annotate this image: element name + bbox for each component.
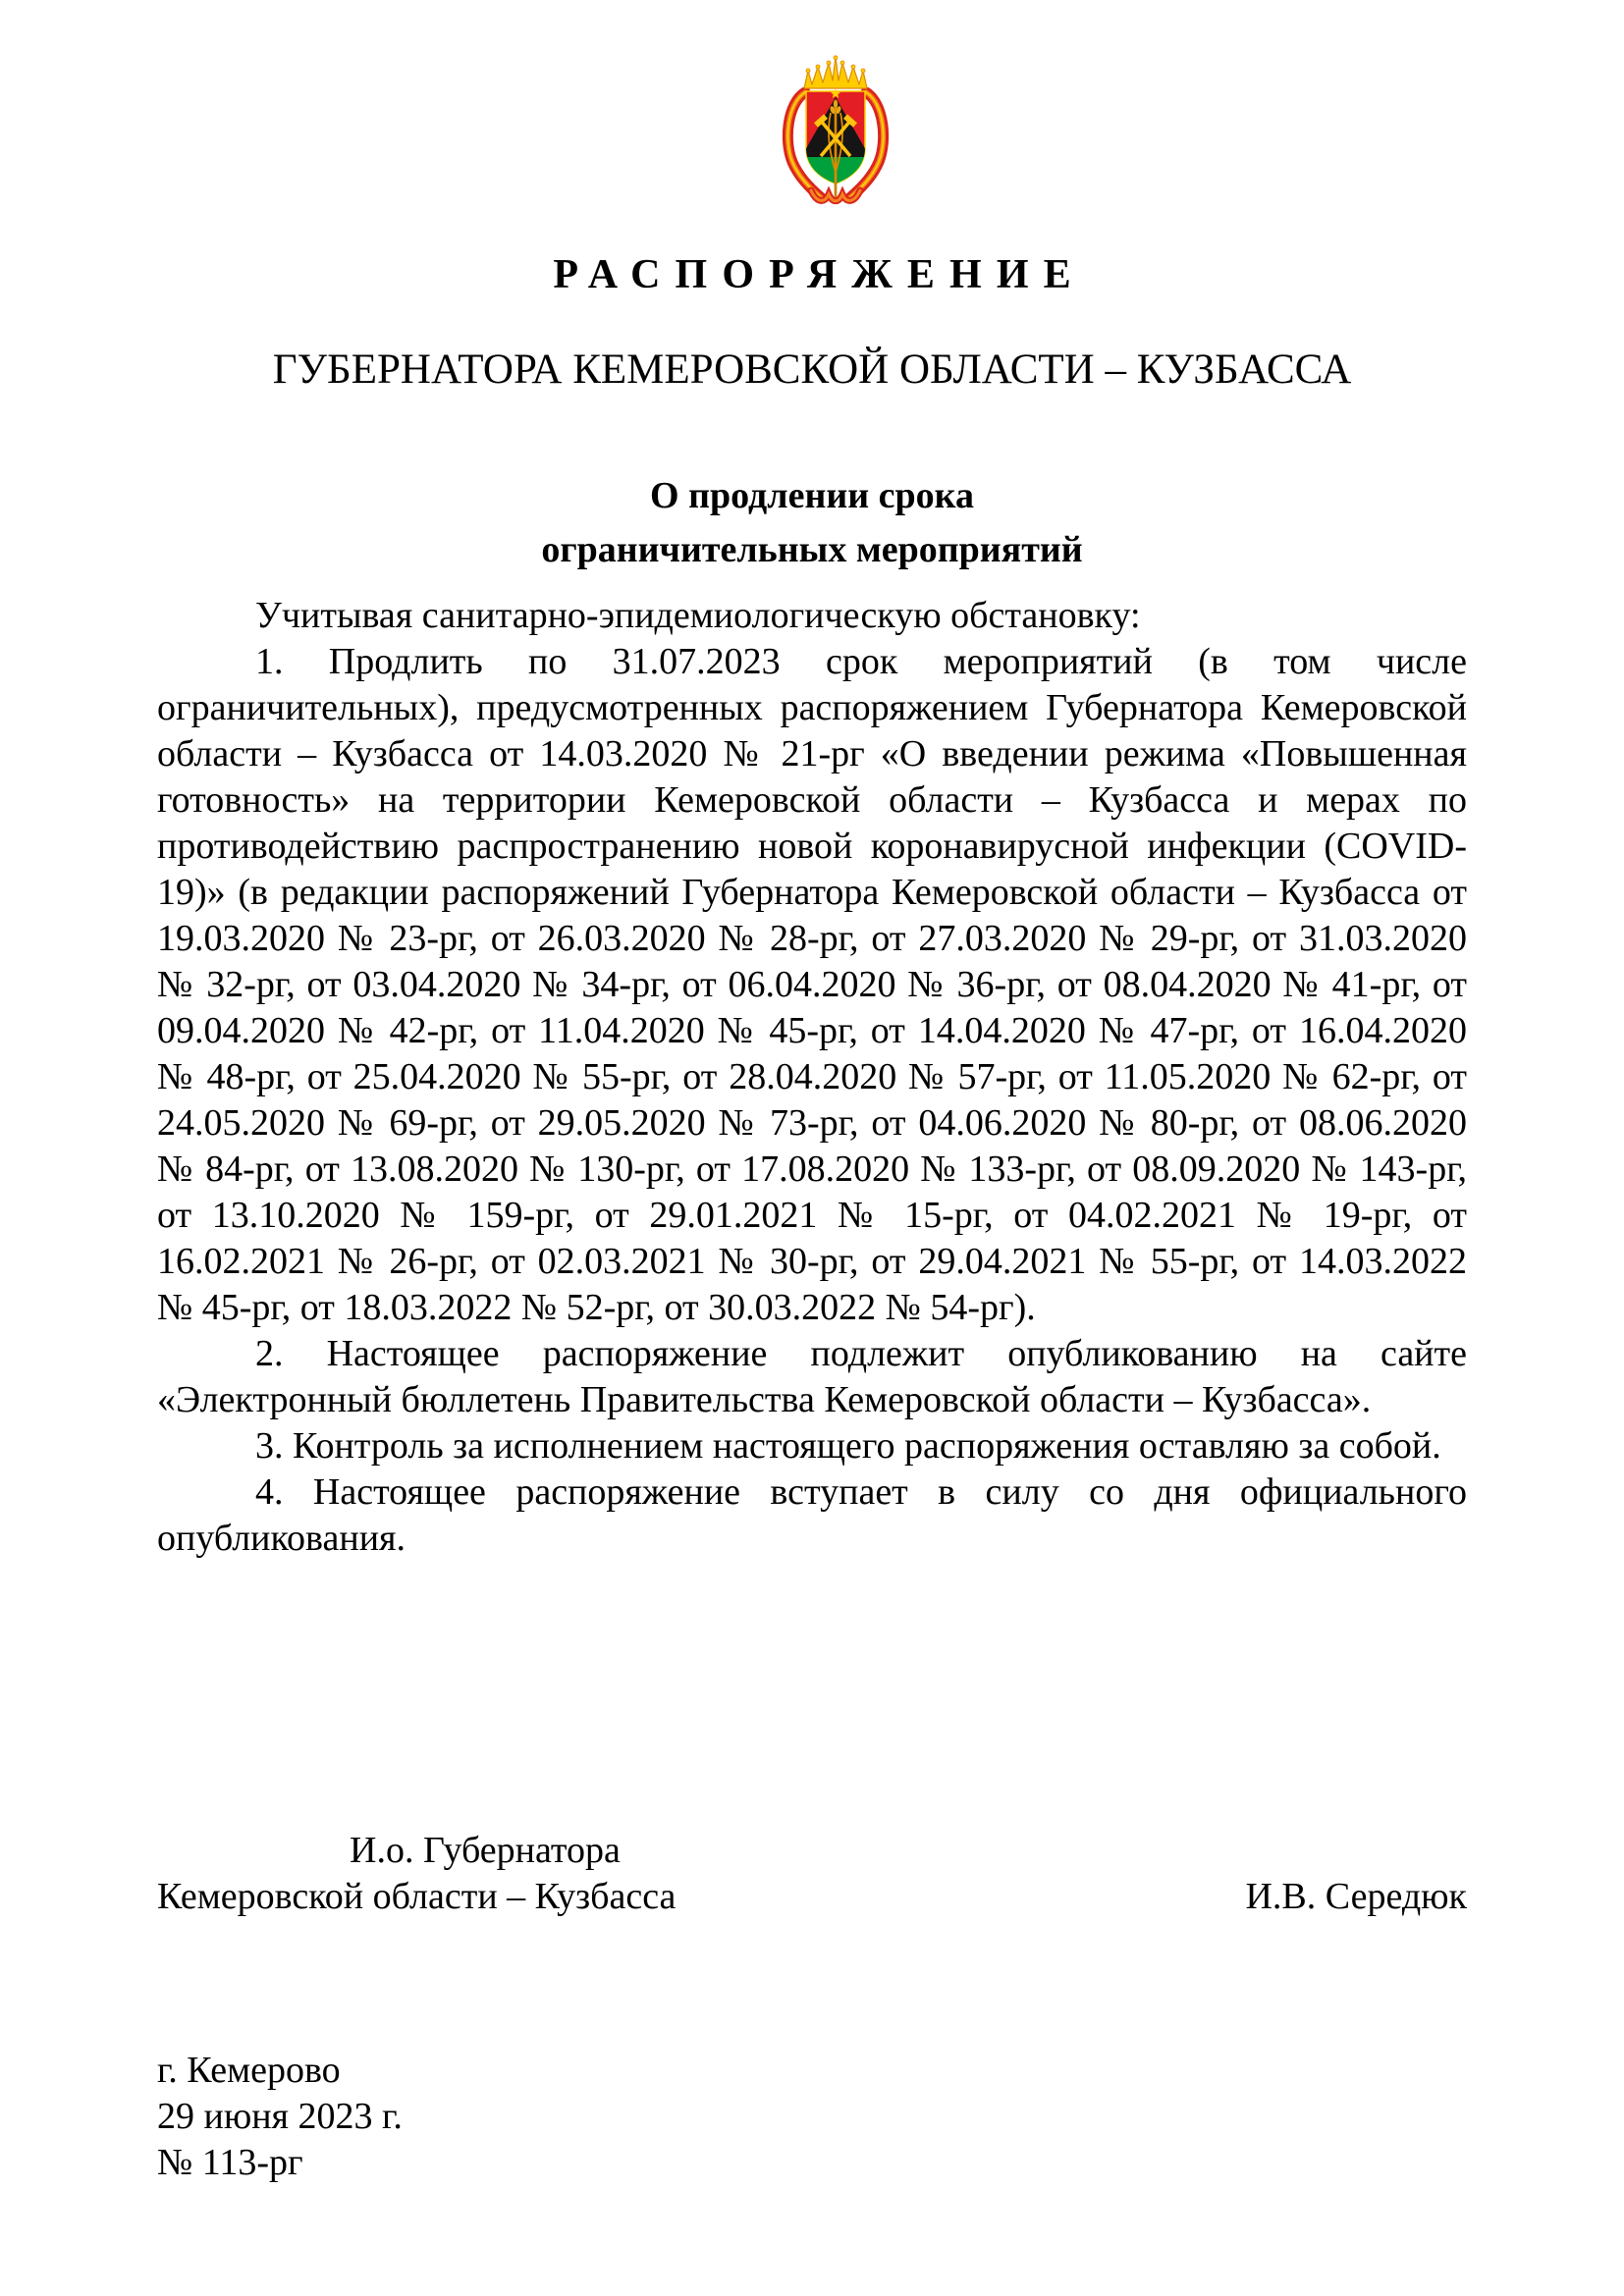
signer-position-line-2: Кемеровской области – Кузбасса: [157, 1876, 677, 1917]
document-body: [157, 593, 1467, 1562]
paragraph-item-1: 1. Продлить по 31.07.2023 срок мероприятий (в том числе ограничительных), предусмотренных распоряжением Губернатора Кемеровской области – Кузбасса от 14.03.2020 № 21-рг «О введении режима «Повышенная готовность» на территории Кемеровской области – Кузбасса и мерах по противодействию распространению новой коронавирусной инфекции (COVID-19)» (в редакции распоряжений Губернатора Кемеровской области – Кузбасса от 19.03.2020 № 23-рг, от 26.03.2020 № 28-рг, от 27.03.2020 № 29-рг, от 31.03.2020 № 32-рг, от 03.04.2020 № 34-рг, от 06.04.2020 № 36-рг, от 08.04.2020 № 41-рг, от 09.04.2020 № 42-рг, от 11.04.2020 № 45-рг, от 14.04.2020 № 47-рг, от 16.04.2020 № 48-рг, от 25.04.2020 № 55-рг, от 28.04.2020 № 57-рг, от 11.05.2020 № 62-рг, от 24.05.2020 № 69-рг, от 29.05.2020 № 73-рг, от 04.06.2020 № 80-рг, от 08.06.2020 № 84-рг, от 13.08.2020 № 130-рг, от 17.08.2020 № 133-рг, от 08.09.2020 № 143-рг, от 13.10.2020 № 159-рг, от 29.01.2021 № 15-рг, от 04.02.2021 № 19-рг, от 16.02.2021 № 26-рг, от 02.03.2021 № 30-рг, от 29.04.2021 № 55-рг, от 14.03.2022 № 45-рг, от 18.03.2022 № 52-рг, от 30.03.2022 № 54-рг).: [157, 641, 1467, 1328]
emblem-stem-tail: [835, 182, 838, 197]
paragraph-item-4: 4. Настоящее распоряжение вступает в силу со дня официального опубликования.: [157, 1471, 1467, 1559]
document-footer: [157, 2048, 844, 2186]
paragraph-item-3: 3. Контроль за исполнением настоящего распоряжения оставляю за собой.: [255, 1425, 1441, 1467]
signer-position-line-1: И.о. Губернатора: [350, 1830, 621, 1871]
footer-date: 29 июня 2023 г.: [157, 2096, 403, 2137]
subject-line-2: ограничительных мероприятий: [541, 529, 1083, 570]
kuzbass-coat-of-arms-icon: [778, 55, 893, 204]
emblem-crown: [804, 56, 867, 88]
document-type-title: РАСПОРЯЖЕНИЕ: [553, 252, 1086, 297]
paragraph-item-2: 2. Настоящее распоряжение подлежит опубликованию на сайте «Электронный бюллетень Правительства Кемеровской области – Кузбасса».: [157, 1333, 1467, 1420]
emblem-svg: [778, 55, 893, 204]
signature-block: [157, 1828, 1467, 1920]
footer-city: г. Кемерово: [157, 2050, 341, 2091]
subject-line-1: О продлении срока: [650, 475, 974, 516]
signer-name: И.В. Середюк: [1245, 1876, 1467, 1917]
paragraph-preamble: Учитывая санитарно-эпидемиологическую обстановку:: [255, 595, 1141, 636]
document-issuer: ГУБЕРНАТОРА КЕМЕРОВСКОЙ ОБЛАСТИ – КУЗБАССА: [272, 347, 1352, 393]
footer-number: № 113-рг: [157, 2142, 303, 2183]
document-subject: [157, 469, 1467, 577]
